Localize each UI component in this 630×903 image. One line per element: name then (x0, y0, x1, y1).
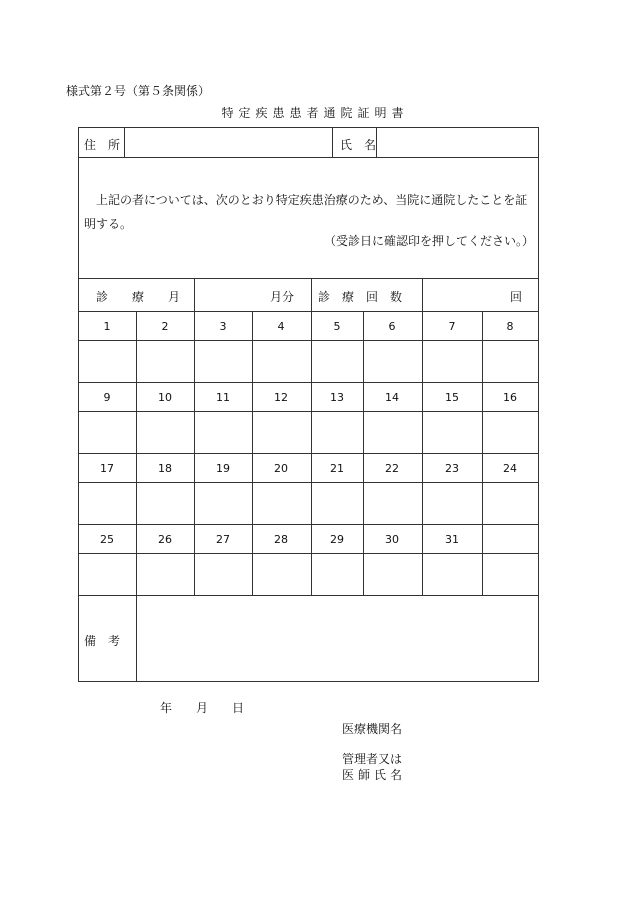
day-number: 14 (385, 391, 399, 404)
col-divider (311, 311, 312, 595)
day-number: 18 (158, 462, 172, 475)
col-divider (332, 127, 333, 157)
name-field[interactable] (378, 129, 536, 155)
day-number: 2 (161, 320, 169, 333)
address-field[interactable] (126, 129, 330, 155)
day-number: 28 (274, 533, 288, 546)
day-number: 19 (216, 462, 230, 475)
doctor-name-label: 医師氏名 (342, 768, 407, 782)
row-divider (78, 411, 539, 412)
row-divider (78, 595, 539, 596)
address-label: 住 所 (84, 138, 121, 152)
month-suffix: 月分 (270, 290, 295, 304)
row-divider (78, 157, 539, 158)
row-divider (78, 482, 539, 483)
name-label: 氏 名 (340, 138, 377, 152)
col-divider (422, 311, 423, 595)
day-number: 17 (100, 462, 114, 475)
col-divider (136, 595, 137, 682)
day-number: 11 (216, 391, 230, 404)
form-number: 様式第２号（第５条関係） (66, 84, 211, 98)
day-number: 26 (158, 533, 172, 546)
day-number: 25 (100, 533, 114, 546)
row-divider (78, 278, 539, 279)
day-number: 13 (330, 391, 344, 404)
day-number: 24 (503, 462, 517, 475)
stamp-note: （受診日に確認印を押してください。） (323, 234, 534, 248)
day-number: 3 (219, 320, 227, 333)
clinic-name-label: 医療機関名 (342, 722, 403, 736)
row-divider (78, 553, 539, 554)
day-number: 31 (445, 533, 459, 546)
day-number: 1 (103, 320, 111, 333)
row-divider (78, 340, 539, 341)
day-number: 20 (274, 462, 288, 475)
remarks-field[interactable] (138, 597, 536, 679)
col-divider (422, 278, 423, 311)
day-number: 5 (333, 320, 341, 333)
day-number: 6 (388, 320, 396, 333)
treatment-month-label: 診 療 月 (96, 290, 181, 304)
col-divider (482, 311, 483, 595)
col-divider (311, 278, 312, 311)
day-number: 8 (506, 320, 514, 333)
row-divider (78, 524, 539, 525)
col-divider (252, 311, 253, 595)
day-number: 12 (274, 391, 288, 404)
day-number: 22 (385, 462, 399, 475)
manager-label: 管理者又は (342, 752, 403, 766)
day-number: 16 (503, 391, 517, 404)
day-number: 27 (216, 533, 230, 546)
document-title: 特定疾患患者通院証明書 (221, 106, 409, 120)
day-number: 29 (330, 533, 344, 546)
col-divider (194, 311, 195, 595)
col-divider (376, 127, 377, 157)
visit-count-label: 診 療 回 数 (318, 290, 403, 304)
day-number: 21 (330, 462, 344, 475)
day-number: 15 (445, 391, 459, 404)
col-divider (363, 311, 364, 595)
certification-statement: 上記の者については、次のとおり特定疾患治療のため、当院に通院したことを証明する。 (84, 193, 528, 231)
issue-date: 年 月 日 (160, 701, 245, 715)
day-number: 10 (158, 391, 172, 404)
col-divider (124, 127, 125, 157)
count-suffix: 回 (510, 290, 523, 304)
day-number: 7 (448, 320, 456, 333)
row-divider (78, 453, 539, 454)
remarks-label: 備 考 (84, 634, 121, 648)
day-number: 23 (445, 462, 459, 475)
col-divider (194, 278, 195, 311)
row-divider (78, 382, 539, 383)
day-number: 30 (385, 533, 399, 546)
day-number: 9 (103, 391, 111, 404)
row-divider (78, 311, 539, 312)
col-divider (136, 311, 137, 595)
day-number: 4 (277, 320, 285, 333)
